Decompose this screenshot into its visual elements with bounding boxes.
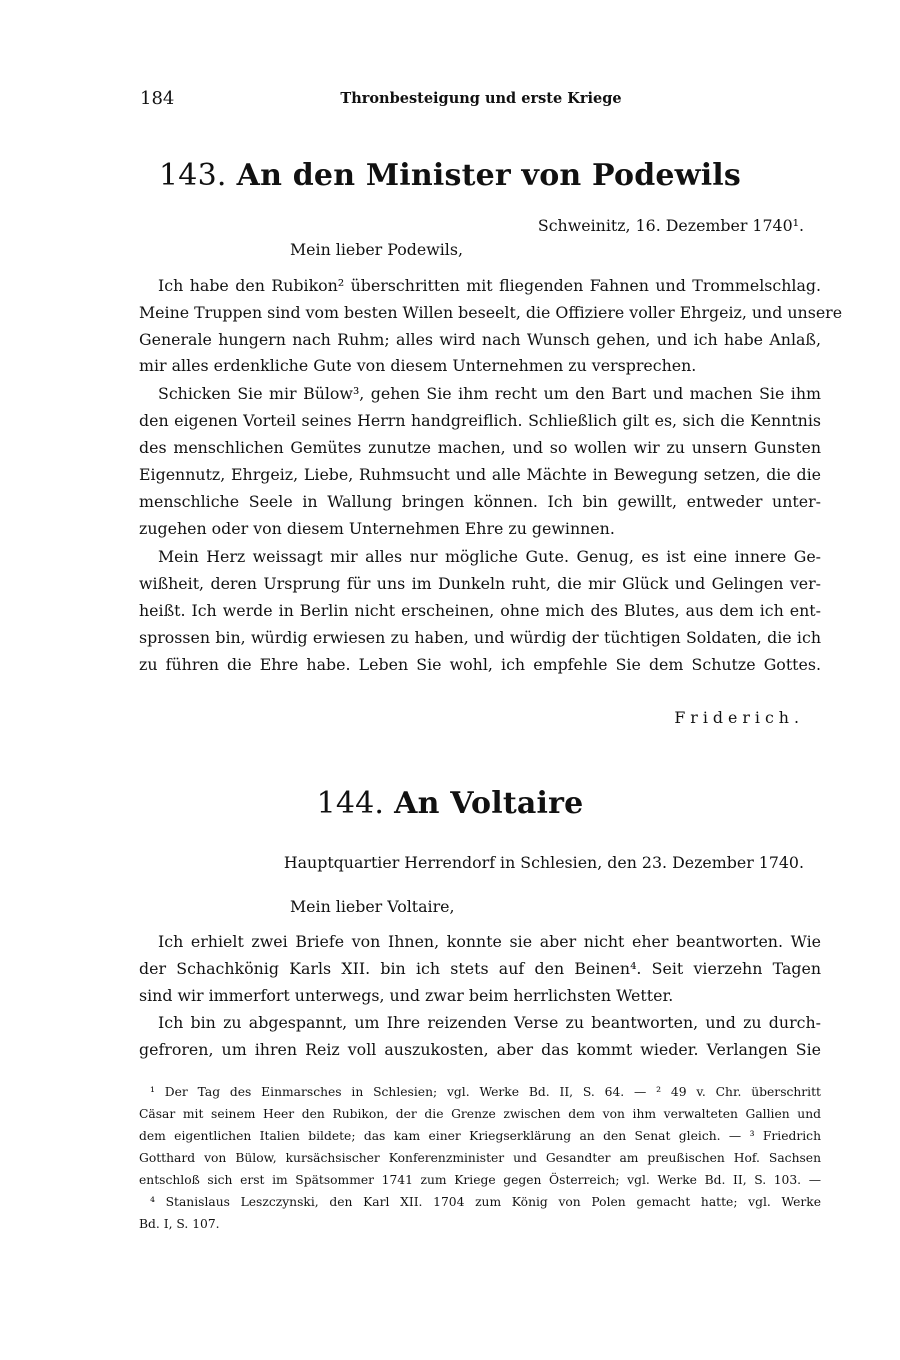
dateline: Hauptquartier Herrendorf in Schlesien, den 23. Dezember 1740. — [283, 853, 804, 872]
text-line: wißheit, deren Ursprung für uns im Dunkeln ruht, die mir Glück und Gelingen ver- — [139, 574, 821, 593]
text-line: den eigenen Vorteil seines Herrn handgreiflich. Schließlich gilt es, sich die Kenntnis — [139, 411, 821, 430]
page-header — [140, 88, 822, 116]
salutation: Mein lieber Podewils, — [290, 240, 463, 259]
footnote-line: entschloß sich erst im Spätsommer 1741 zum Kriege gegen Österreich; vgl. Werke Bd. II, S. 103. — — [139, 1173, 821, 1187]
text-line: Ich bin zu abgespannt, um Ihre reizenden Verse zu beantworten, und zu durch- — [158, 1013, 821, 1032]
footnote-line: Gotthard von Bülow, kursächsischer Konferenzminister und Gesandter am preußischen Hof. Sachsen — [139, 1151, 821, 1165]
footnote-line: dem eigentlichen Italien bildete; das kam einer Kriegserklärung an den Senat gleich. — ³ Friedrich — [139, 1129, 821, 1143]
letter-number: 143. — [159, 158, 227, 193]
text-line: Generale hungern nach Ruhm; alles wird nach Wunsch gehen, und ich habe Anlaß, — [139, 330, 821, 349]
text-line: Meine Truppen sind vom besten Willen beseelt, die Offiziere voller Ehrgeiz, und unsere — [139, 303, 843, 322]
letter-title: An den Minister von Podewils — [236, 158, 741, 193]
text-line: heißt. Ich werde in Berlin nicht erscheinen, ohne mich des Blutes, aus dem ich ent- — [139, 601, 821, 620]
text-line: Schicken Sie mir Bülow³, gehen Sie ihm recht um den Bart und machen Sie ihm — [158, 384, 821, 403]
letter-title: An Voltaire — [394, 786, 584, 821]
page-number: 184 — [140, 88, 175, 109]
letter-heading — [0, 158, 900, 193]
footnote-line: Cäsar mit seinem Heer den Rubikon, der die Grenze zwischen dem von ihm verwalteten Gallien und — [139, 1107, 821, 1121]
text-line: Eigennutz, Ehrgeiz, Liebe, Ruhmsucht und alle Mächte in Bewegung setzen, die die — [139, 465, 821, 484]
dateline: Schweinitz, 16. Dezember 1740¹. — [537, 216, 804, 235]
text-line: zugehen oder von diesem Unternehmen Ehre zu gewinnen. — [139, 519, 615, 538]
letter-heading — [0, 786, 900, 821]
footnote-line: Bd. I, S. 107. — [139, 1217, 220, 1231]
text-line: sprossen bin, würdig erwiesen zu haben, und würdig der tüchtigen Soldaten, die ich — [139, 628, 821, 647]
text-line: gefroren, um ihren Reiz voll auszukosten, aber das kommt wieder. Verlangen Sie — [139, 1040, 821, 1059]
text-line: zu führen die Ehre habe. Leben Sie wohl, ich empfehle Sie dem Schutze Gottes. — [139, 655, 821, 674]
text-line: Ich habe den Rubikon² überschritten mit fliegenden Fahnen und Trommelschlag. — [158, 276, 821, 295]
text-line: des menschlichen Gemütes zunutze machen, und so wollen wir zu unsern Gunsten — [139, 438, 821, 457]
footnote-line: ⁴ Stanislaus Leszczynski, den Karl XII. 1704 zum König von Polen gemacht hatte; vgl. Werke — [150, 1195, 821, 1209]
text-line: Ich erhielt zwei Briefe von Ihnen, konnte sie aber nicht eher beantworten. Wie — [158, 932, 821, 951]
text-line: menschliche Seele in Wallung bringen können. Ich bin gewillt, entweder unter- — [139, 492, 821, 511]
signature: Friderich. — [674, 708, 804, 727]
running-title: Thronbesteigung und erste Kriege — [340, 90, 622, 107]
letter-number: 144. — [316, 786, 385, 821]
text-line: sind wir immerfort unterwegs, und zwar beim herrlichsten Wetter. — [139, 986, 674, 1005]
text-line: der Schachkönig Karls XII. bin ich stets auf den Beinen⁴. Seit vierzehn Tagen — [139, 959, 821, 978]
text-line: Mein Herz weissagt mir alles nur mögliche Gute. Genug, es ist eine innere Ge- — [158, 547, 821, 566]
footnote-line: ¹ Der Tag des Einmarsches in Schlesien; vgl. Werke Bd. II, S. 64. — ² 49 v. Chr. überschritt — [150, 1085, 821, 1099]
text-line: mir alles erdenkliche Gute von diesem Unternehmen zu versprechen. — [139, 356, 697, 375]
salutation: Mein lieber Voltaire, — [290, 897, 455, 916]
